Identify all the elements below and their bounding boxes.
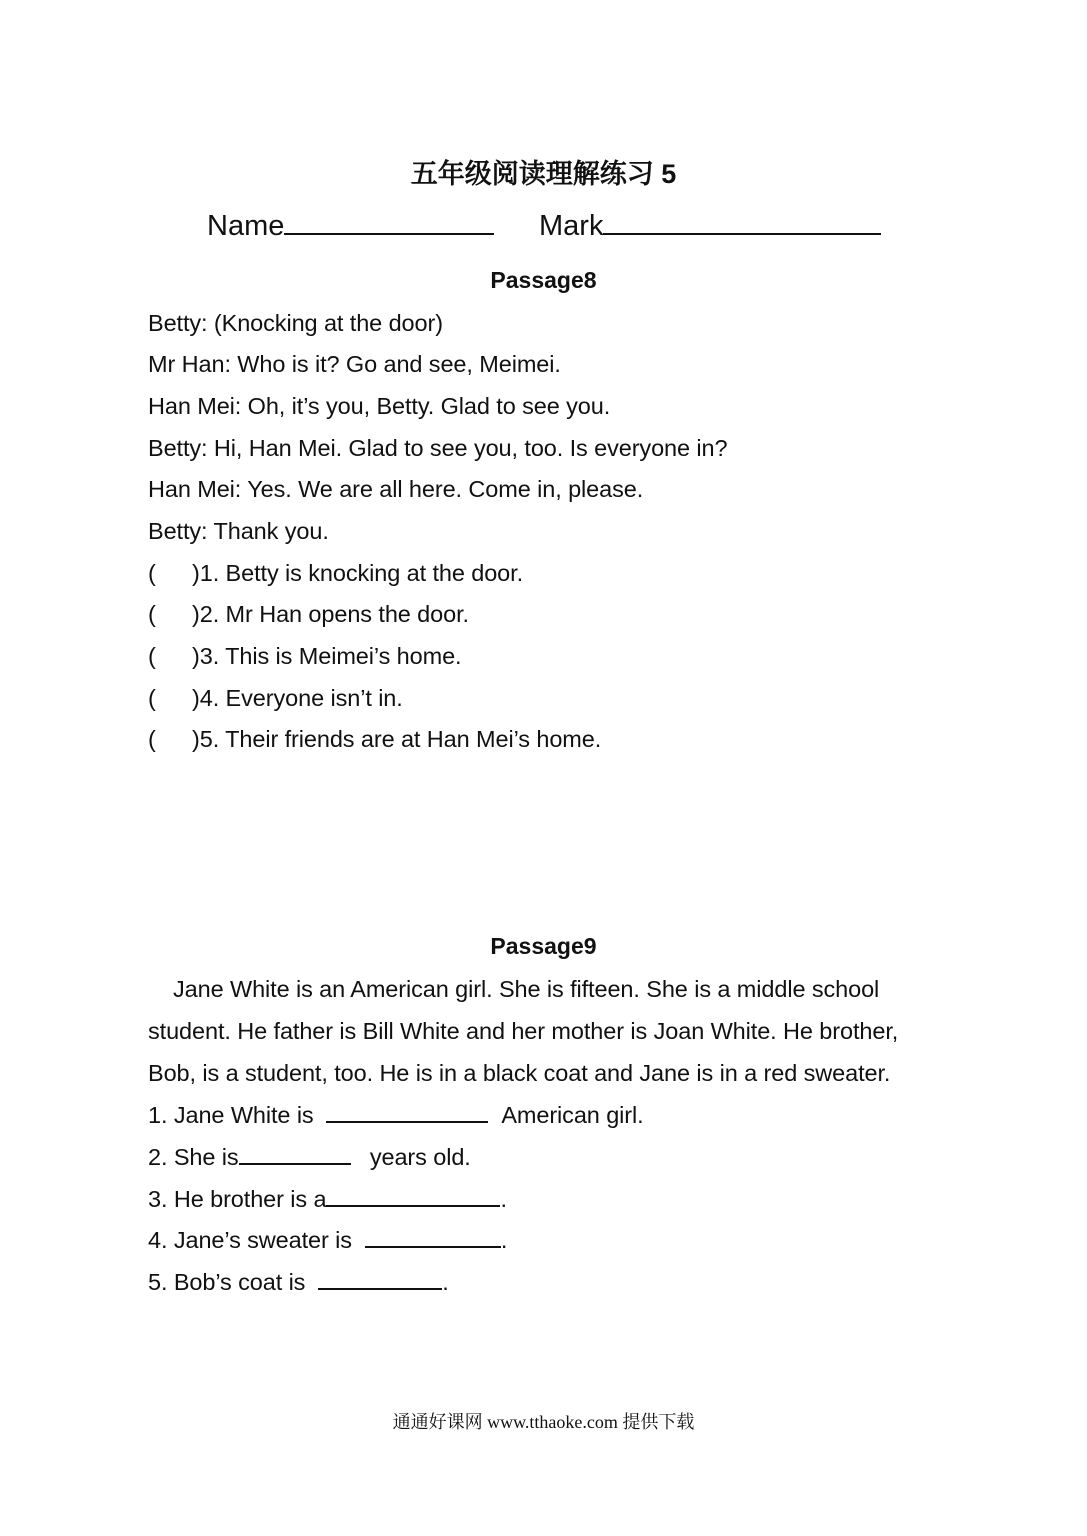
answer-bracket-open[interactable]: ( [148,643,156,669]
footer-source: 通通好课网 www.tthaoke.com 提供下载 [392,1412,695,1432]
name-label: Name [207,210,285,242]
answer-blank[interactable] [365,1226,501,1248]
fill-question: 4. Jane’s sweater is . [148,1227,508,1253]
dialogue-line: Han Mei: Yes. We are all here. Come in, please. [148,476,644,502]
answer-bracket-open[interactable]: ( [148,685,156,711]
fill-question: 1. Jane White is American girl. [148,1102,644,1128]
passage-text-line: student. He father is Bill White and her mother is Joan White. He brother, [148,1018,899,1044]
judgement-question-text: )2. Mr Han opens the door. [192,601,469,627]
answer-blank[interactable] [326,1101,488,1123]
fill-question: 5. Bob’s coat is . [148,1269,449,1295]
passage9-heading: Passage9 [490,933,597,959]
answer-bracket-open[interactable]: ( [148,726,156,752]
judgement-question-text: )5. Their friends are at Han Mei’s home. [192,726,602,752]
answer-bracket-open[interactable]: ( [148,601,156,627]
dialogue-line: Mr Han: Who is it? Go and see, Meimei. [148,351,561,377]
dialogue-line: Betty: Hi, Han Mei. Glad to see you, too. Is everyone in? [148,435,728,461]
answer-bracket-open[interactable]: ( [148,560,156,586]
judgement-question-text: )4. Everyone isn’t in. [192,685,403,711]
passage-text-line: Bob, is a student, too. He is in a black coat and Jane is in a red sweater. [148,1060,891,1086]
dialogue-line: Han Mei: Oh, it’s you, Betty. Glad to see you. [148,393,611,419]
passage-text-line: Jane White is an American girl. She is fifteen. She is a middle school [173,976,880,1002]
judgement-question-text: )3. This is Meimei’s home. [192,643,462,669]
name-field[interactable] [207,205,494,243]
judgement-question [148,601,848,631]
judgement-question [148,685,848,715]
passage8-heading: Passage8 [490,267,597,293]
fill-question: 3. He brother is a . [148,1186,507,1212]
answer-blank[interactable] [326,1185,500,1207]
judgement-question [148,560,848,590]
answer-blank[interactable] [318,1268,442,1290]
worksheet-title: 五年级阅读理解练习 5 [410,159,677,189]
mark-field[interactable] [539,205,881,243]
dialogue-line: Betty: Thank you. [148,518,329,544]
fill-question: 2. She is years old. [148,1144,471,1170]
judgement-question [148,643,848,673]
name-blank[interactable] [284,205,494,235]
mark-label: Mark [539,210,604,242]
judgement-question [148,726,848,756]
mark-blank[interactable] [603,205,881,235]
judgement-question-text: )1. Betty is knocking at the door. [192,560,524,586]
answer-blank[interactable] [239,1143,351,1165]
dialogue-line: Betty: (Knocking at the door) [148,310,443,336]
